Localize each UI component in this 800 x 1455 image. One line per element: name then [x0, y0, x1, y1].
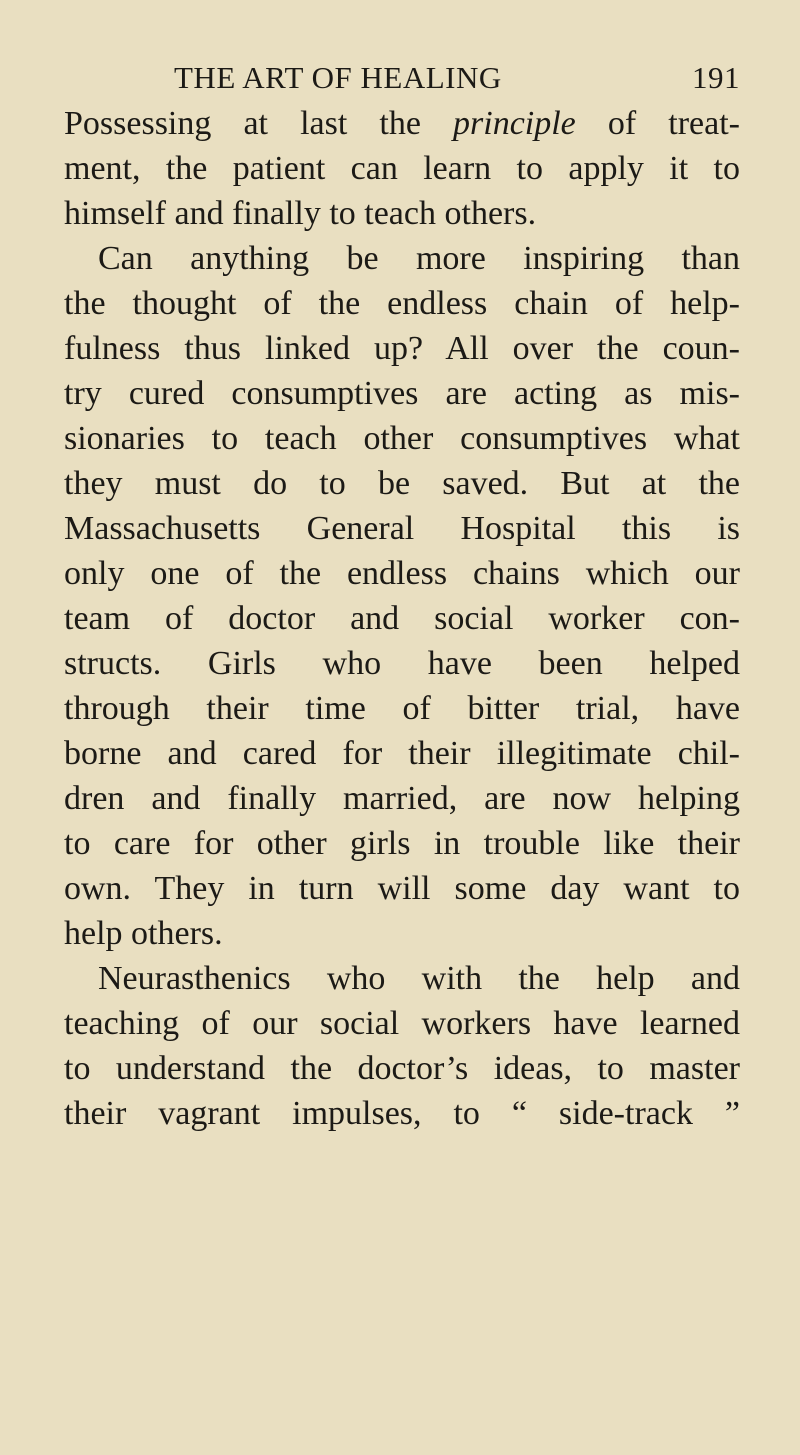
text-line: own. They in turn will some day want to — [64, 870, 740, 907]
text-line: help others. — [64, 915, 223, 952]
italic-word: principle — [453, 105, 576, 142]
text-line: himself and finally to teach others. — [64, 195, 537, 232]
text-line: only one of the endless chains which our — [64, 555, 740, 592]
text-line: team of doctor and social worker con- — [64, 600, 740, 637]
text-line: to understand the doctor’s ideas, to master — [64, 1050, 740, 1087]
text-segment: of treat- — [575, 105, 740, 142]
text-line: structs. Girls who have been helped — [64, 645, 740, 682]
text-line: Massachusetts General Hospital this is — [64, 510, 740, 547]
text-line: fulness thus linked up? All over the coun- — [64, 330, 740, 367]
text-line: Can anything be more inspiring than — [98, 240, 740, 277]
text-line: teaching of our social workers have learned — [64, 1005, 740, 1042]
text-line: through their time of bitter trial, have — [64, 690, 740, 727]
text-line: try cured consumptives are acting as mis- — [64, 375, 740, 412]
text-line: ment, the patient can learn to apply it to — [64, 150, 740, 187]
text-line: their vagrant impulses, to “ side-track ” — [64, 1095, 740, 1132]
running-title: THE ART OF HEALING — [174, 60, 502, 95]
text-segment: Possessing at last the — [64, 105, 454, 142]
text-line — [64, 101, 740, 146]
text-line: borne and cared for their illegitimate chil- — [64, 735, 740, 772]
text-line: dren and finally married, are now helping — [64, 780, 740, 817]
text-line: sionaries to teach other consumptives what — [64, 420, 740, 457]
body-text — [64, 101, 740, 1136]
running-header — [64, 58, 740, 98]
text-line: Neurasthenics who with the help and — [98, 960, 740, 997]
text-line: they must do to be saved. But at the — [64, 465, 740, 502]
page-number: 191 — [692, 60, 740, 95]
text-line: the thought of the endless chain of help- — [64, 285, 740, 322]
text-line: to care for other girls in trouble like their — [64, 825, 740, 862]
